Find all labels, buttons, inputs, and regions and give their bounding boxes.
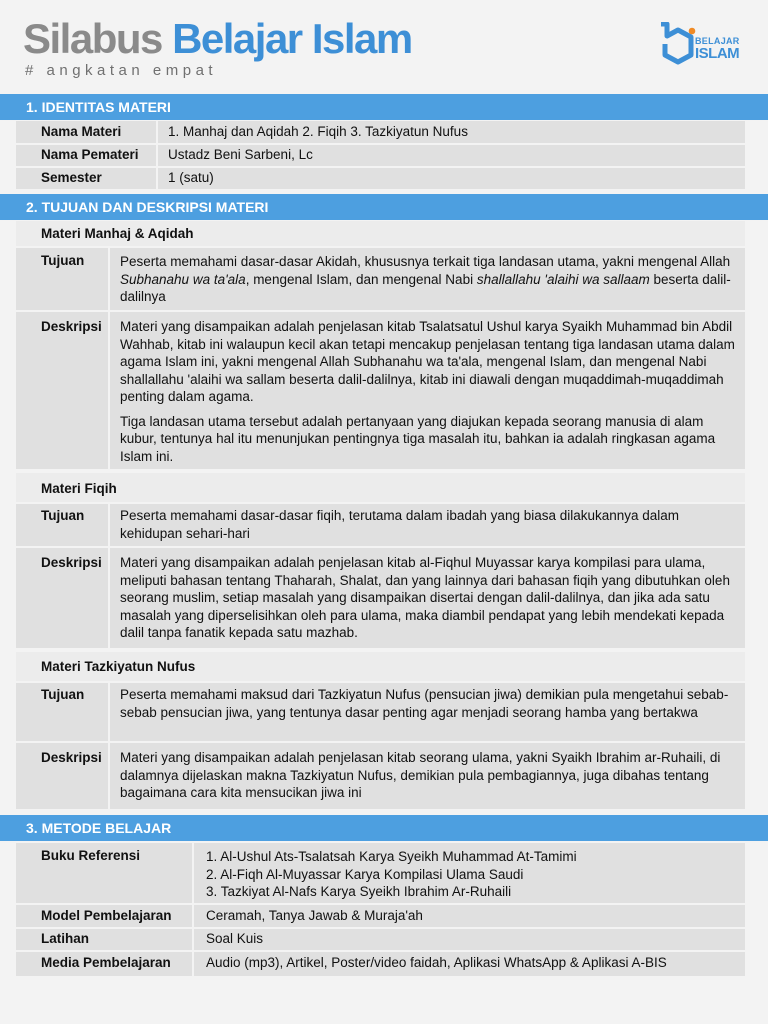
column-divider (108, 683, 110, 741)
label-buku-referensi: Buku Referensi (41, 848, 141, 863)
label-deskripsi: Deskripsi (41, 319, 102, 334)
value-latihan: Soal Kuis (206, 931, 264, 946)
column-divider (156, 121, 158, 143)
row-fiqih-tujuan (16, 504, 745, 546)
paragraph: Materi yang disampaikan adalah penjelasan kitab Tsalatsatul Ushul karya Syaikh Muhammad bin Abdil Wahhab, kitab ini walaupun kecil akan tetapi mencakup penjelasan tentang tiga landasan utama dalam agama Islam ini, yakni mengenal Allah Subhanahu wa ta'ala, mengenal Islam, dan mengenal Nabi shallallahu 'alaihi wa sallam beserta dalil-dalilnya, kitab ini diawali dengan muqaddimah-muqaddimah penting dalam agama. (120, 319, 735, 404)
column-divider (108, 248, 110, 310)
label-semester: Semester (41, 170, 102, 185)
logo-text-islam: ISLAM (695, 45, 740, 62)
value-tazkiyah-tujuan: Peserta memahami maksud dari Tazkiyatun Nufus (pensucian jiwa) demikian pula mengetahui sebab-sebab pensucian jiwa, yang tentunya dasar penting agar menjadi seorang hamba yang bertakwa (120, 687, 729, 720)
column-divider (192, 952, 194, 976)
column-divider (108, 312, 110, 469)
label-deskripsi: Deskripsi (41, 750, 102, 765)
row-aqidah-deskripsi (16, 312, 745, 469)
row-tazkiyah-deskripsi (16, 743, 745, 809)
label-nama-pemateri: Nama Pemateri (41, 147, 139, 162)
value-aqidah-deskripsi (120, 318, 740, 472)
materi-aqidah-title (16, 221, 745, 246)
logo-text-belajar: BELAJAR (695, 36, 740, 46)
logo-mark-icon (658, 22, 698, 70)
label-deskripsi: Deskripsi (41, 555, 102, 570)
row-media-pembelajaran (16, 952, 745, 976)
row-aqidah-tujuan (16, 248, 745, 310)
row-model-pembelajaran (16, 905, 745, 927)
label-latihan: Latihan (41, 931, 90, 946)
list-item: 1. Al-Ushul Ats-Tsalatsah Karya Syeikh Muhammad At-Tamimi (206, 849, 577, 864)
materi-aqidah-label: Materi Manhaj & Aqidah (41, 226, 194, 241)
value-nama-pemateri: Ustadz Beni Sarbeni, Lc (168, 147, 313, 162)
materi-fiqih-title (16, 473, 745, 502)
value-buku-referensi (206, 848, 736, 901)
row-tazkiyah-tujuan (16, 683, 745, 741)
column-divider (108, 743, 110, 809)
value-tazkiyah-deskripsi (120, 749, 740, 809)
label-tujuan: Tujuan (41, 253, 85, 268)
column-divider (192, 929, 194, 950)
label-tujuan: Tujuan (41, 508, 85, 523)
row-semester (16, 168, 745, 189)
materi-tazkiyah-title (16, 652, 745, 681)
value-semester: 1 (satu) (168, 170, 214, 185)
row-nama-materi (16, 121, 745, 143)
title-part-2: Belajar Islam (172, 15, 412, 62)
section-metode-heading: 3. METODE BELAJAR (0, 815, 768, 841)
value-fiqih-tujuan: Peserta memahami dasar-dasar fiqih, terutama dalam ibadah yang biasa dilakukannya dalam kehidupan sehari-hari (120, 508, 680, 541)
value-media-pembelajaran: Audio (mp3), Artikel, Poster/video faidah, Aplikasi WhatsApp & Aplikasi A-BIS (206, 955, 667, 970)
label-tujuan: Tujuan (41, 687, 85, 702)
materi-fiqih-label: Materi Fiqih (41, 481, 117, 496)
row-buku-referensi (16, 843, 745, 903)
row-nama-pemateri (16, 145, 745, 166)
row-latihan (16, 929, 745, 950)
label-model-pembelajaran: Model Pembelajaran (41, 908, 172, 923)
list-item: 2. Al-Fiqh Al-Muyassar Karya Kompilasi Ulama Saudi (206, 866, 524, 882)
column-divider (156, 168, 158, 189)
list-item: 3. Tazkiyat Al-Nafs Karya Syeikh Ibrahim Ar-Ruhaili (206, 884, 512, 899)
row-fiqih-deskripsi (16, 548, 745, 648)
italic-term: Subhanahu wa ta'ala (120, 271, 246, 287)
section-identitas-heading: 1. IDENTITAS MATERI (0, 94, 768, 120)
title-part-1: Silabus (23, 15, 162, 62)
paragraph: Tiga landasan utama tersebut adalah pertanyaan yang diajukan kepada seorang manusia di alam kubur, tentunya hal itu menunjukan pentingnya tiga masalah itu, bahkan ia adalah ringkasan agama Islam ini. (120, 413, 716, 464)
page-header (0, 0, 768, 92)
column-divider (192, 905, 194, 927)
value-model-pembelajaran: Ceramah, Tanya Jawab & Muraja'ah (206, 908, 423, 923)
value-aqidah-tujuan: Peserta memahami dasar-dasar Akidah, khususnya terkait tiga landasan utama, yakni mengenal Allah Subhanahu wa ta'ala, mengenal Islam, dan mengenal Nabi shallallahu 'alaihi wa sallaam beserta dalil-dalilnya (120, 254, 731, 304)
column-divider (108, 548, 110, 648)
section-tujuan-heading: 2. TUJUAN DAN DESKRIPSI MATERI (0, 194, 768, 220)
column-divider (108, 504, 110, 546)
column-divider (192, 843, 194, 903)
label-nama-materi: Nama Materi (41, 124, 122, 139)
reference-list (206, 848, 736, 901)
page-title (23, 14, 412, 64)
value-fiqih-deskripsi (120, 554, 740, 649)
italic-term: shallallahu 'alaihi wa sallaam (476, 271, 650, 287)
label-media-pembelajaran: Media Pembelajaran (41, 955, 171, 970)
belajar-islam-logo (658, 22, 750, 70)
value-nama-materi: 1. Manhaj dan Aqidah 2. Fiqih 3. Tazkiyatun Nufus (168, 124, 468, 139)
page-subtitle: # angkatan empat (25, 62, 218, 79)
materi-tazkiyah-label: Materi Tazkiyatun Nufus (41, 659, 196, 674)
column-divider (156, 145, 158, 166)
paragraph: Materi yang disampaikan adalah penjelasan kitab al-Fiqhul Muyassar karya kompilasi para ulama, meliputi bahasan tentang Thaharah, Shalat, dan yang lainnya dari bahasan fiqih yang dibutuhkan oleh seorang muslim, setiap masalah yang disampaikan disertai dengan dalil-dalilnya, dan jika ada satu masalah yang diperselisihkan oleh para ulama, maka diambil pendapat yang lebih mendekati kepada dalil tanpa fanatik kepada satu mazhab. (120, 555, 730, 640)
paragraph: Materi yang disampaikan adalah penjelasan kitab seorang ulama, yakni Syaikh Ibrahim ar-Ruhaili, di dalamnya dijelaskan makna Tazkiyatun Nufus, demikian pula pembagiannya, juga dibahas tentang bagaimana cara kita mensucikan jiwa ini (120, 750, 721, 800)
